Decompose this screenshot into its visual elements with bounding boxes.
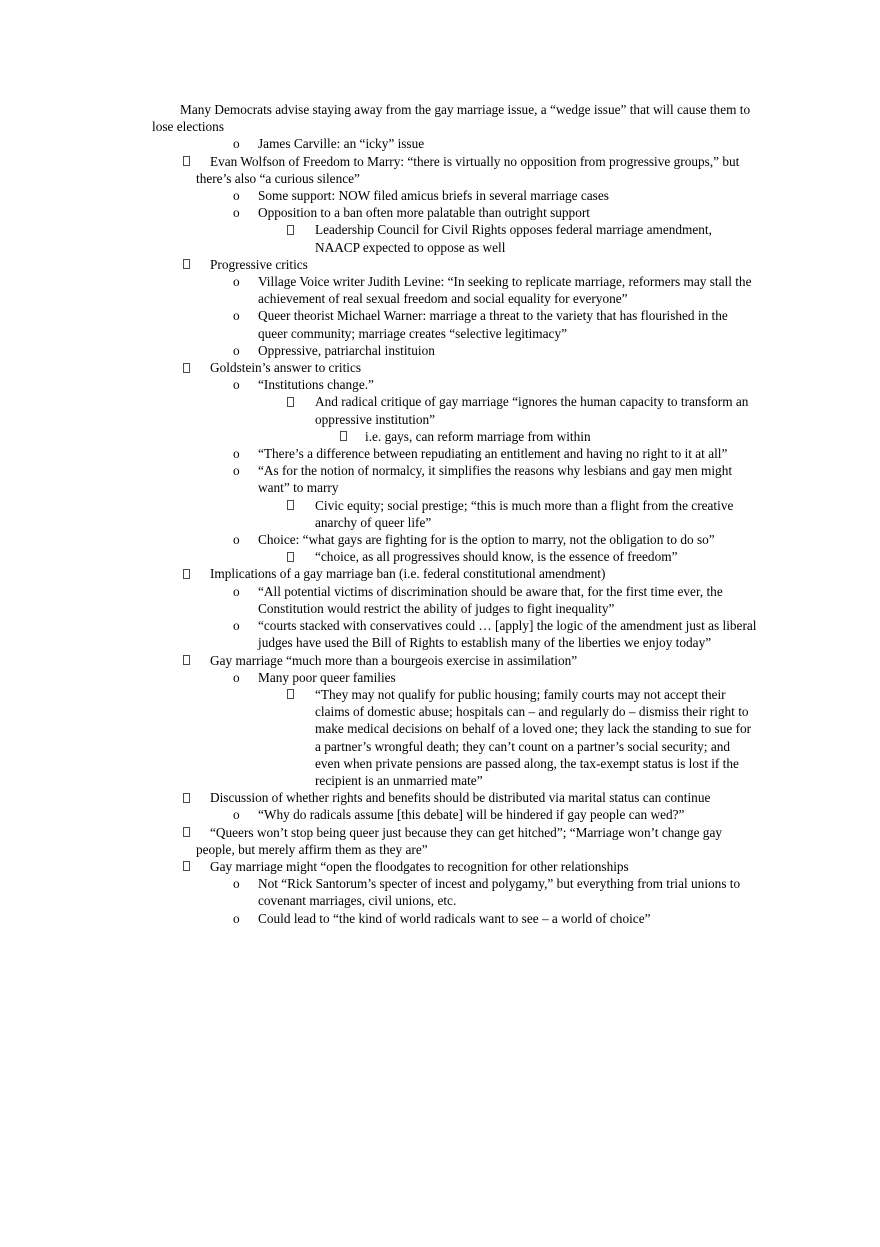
list-item-text: “There’s a difference between repudiating an entitlement and having no right to it at all” [258, 446, 728, 462]
bullet-o-icon: o [233, 136, 240, 152]
list-item-text: Progressive critics [210, 256, 308, 272]
bullet-o-icon: o [233, 876, 240, 892]
bullet-square-icon [183, 156, 190, 166]
list-item-text: Many Democrats advise staying away from the gay marriage issue, a “wedge issue” that will cause them to lose elections [152, 102, 751, 135]
list-item [0, 531, 880, 548]
list-item-text: Goldstein’s answer to critics [210, 360, 362, 376]
list-item-text: Oppressive, patriarchal instituion [258, 342, 435, 358]
bullet-o-icon: o [233, 188, 240, 204]
list-item [0, 497, 880, 531]
list-item [0, 256, 880, 273]
list-item-text: Not “Rick Santorum’s specter of incest and polygamy,” but everything from trial unions to covenant marriages, civil unions, etc. [258, 876, 741, 909]
list-item-text: And radical critique of gay marriage “ignores the human capacity to transform an oppressive institution” [315, 394, 749, 427]
list-item [0, 187, 880, 204]
list-item-text: “courts stacked with conservatives could … [apply] the logic of the amendment just as liberal judges have used the Bill of Rights to establish many of the liberties we enjoy today” [258, 618, 757, 651]
list-item [0, 583, 880, 617]
list-item-text: Choice: “what gays are fighting for is the option to marry, not the obligation to do so” [258, 532, 715, 548]
list-item-text: Gay marriage might “open the floodgates to recognition for other relationships [210, 858, 629, 874]
list-item [0, 153, 880, 187]
list-item-text: “They may not qualify for public housing; family courts may not accept their claims of domestic abuse; hospitals can – and regularly do – dismiss their right to make medical decisions on behalf of a loved one; they lack the standing to sue for a partner’s wrongful death; they can’t count on a partner’s social security; and even when private pensions are passed along, the tax-exempt status is lost if the recipient is an unmarried mate” [315, 686, 752, 788]
bullet-o-icon: o [233, 377, 240, 393]
list-item [0, 462, 880, 496]
list-item-text: “Queers won’t stop being queer just because they can get hitched”; “Marriage won’t change gay people, but merely affirm them as they are” [196, 824, 722, 857]
bullet-square-icon [287, 689, 294, 699]
list-item-text: Evan Wolfson of Freedom to Marry: “there is virtually no opposition from progressive groups,” but there’s also “a curious silence” [196, 153, 740, 186]
bullet-square-icon [183, 259, 190, 269]
list-item [0, 565, 880, 582]
bullet-o-icon: o [233, 342, 240, 358]
bullet-o-icon: o [233, 463, 240, 479]
list-item [0, 445, 880, 462]
bullet-square-icon [340, 431, 347, 441]
list-item [0, 307, 880, 341]
bullet-square-icon [183, 827, 190, 837]
list-item-text: Leadership Council for Civil Rights opposes federal marriage amendment, NAACP expected to oppose as well [315, 222, 712, 255]
bullet-o-icon: o [233, 205, 240, 221]
list-item-text: Implications of a gay marriage ban (i.e. federal constitutional amendment) [210, 566, 606, 582]
list-item-text: “Institutions change.” [258, 377, 374, 393]
list-item-text: Many poor queer families [258, 669, 396, 685]
bullet-square-icon [287, 397, 294, 407]
list-item [0, 273, 880, 307]
list-item [0, 910, 880, 927]
list-item-text: “All potential victims of discrimination should be aware that, for the first time ever, the Constitution would restrict the ability of judges to fight inequality” [258, 583, 723, 616]
list-item [0, 221, 880, 255]
bullet-square-icon [183, 569, 190, 579]
list-item-text: Village Voice writer Judith Levine: “In seeking to replicate marriage, reformers may stall the achievement of real sexual freedom and social equality for everyone” [258, 274, 752, 307]
bullet-square-icon [287, 225, 294, 235]
list-item-text: Civic equity; social prestige; “this is much more than a flight from the creative anarchy of queer life” [315, 497, 734, 530]
list-item [0, 875, 880, 909]
bullet-o-icon: o [233, 532, 240, 548]
list-item [0, 342, 880, 359]
list-item-text: “Why do radicals assume [this debate] will be hindered if gay people can wed?” [258, 807, 685, 823]
list-item-text: Some support: NOW filed amicus briefs in several marriage cases [258, 188, 609, 204]
list-item [0, 652, 880, 669]
bullet-o-icon: o [233, 669, 240, 685]
bullet-o-icon: o [233, 274, 240, 290]
bullet-o-icon: o [233, 446, 240, 462]
list-item [0, 806, 880, 823]
list-item [0, 548, 880, 565]
bullet-square-icon [183, 793, 190, 803]
list-item [0, 686, 880, 789]
bullet-square-icon [287, 552, 294, 562]
list-item [0, 428, 880, 445]
list-item-text: James Carville: an “icky” issue [258, 136, 425, 152]
list-item [0, 135, 880, 152]
bullet-o-icon: o [233, 308, 240, 324]
bullet-square-icon [287, 500, 294, 510]
bullet-square-icon [183, 363, 190, 373]
document-body [0, 101, 880, 927]
list-item-text: Opposition to a ban often more palatable than outright support [258, 205, 590, 221]
list-item [0, 617, 880, 651]
list-item [0, 204, 880, 221]
bullet-o-icon: o [233, 807, 240, 823]
bullet-o-icon: o [233, 910, 240, 926]
list-item-text: i.e. gays, can reform marriage from within [365, 428, 591, 444]
bullet-o-icon: o [233, 583, 240, 599]
bullet-o-icon: o [233, 618, 240, 634]
list-item [0, 858, 880, 875]
list-item-text: Queer theorist Michael Warner: marriage a threat to the variety that has flourished in the queer community; marriage creates “selective legitimacy” [258, 308, 728, 341]
list-item [0, 393, 880, 427]
bullet-square-icon [183, 655, 190, 665]
list-item-text: Could lead to “the kind of world radicals want to see – a world of choice” [258, 910, 651, 926]
list-item [0, 359, 880, 376]
list-item [0, 824, 880, 858]
list-item [0, 101, 880, 135]
list-item [0, 669, 880, 686]
list-item-text: “choice, as all progressives should know, is the essence of freedom” [315, 549, 678, 565]
list-item-text: Gay marriage “much more than a bourgeois exercise in assimilation” [210, 652, 578, 668]
list-item [0, 376, 880, 393]
bullet-square-icon [183, 861, 190, 871]
list-item-text: “As for the notion of normalcy, it simplifies the reasons why lesbians and gay men might want” to marry [258, 463, 733, 496]
list-item-text: Discussion of whether rights and benefits should be distributed via marital status can continue [210, 790, 711, 806]
list-item [0, 789, 880, 806]
